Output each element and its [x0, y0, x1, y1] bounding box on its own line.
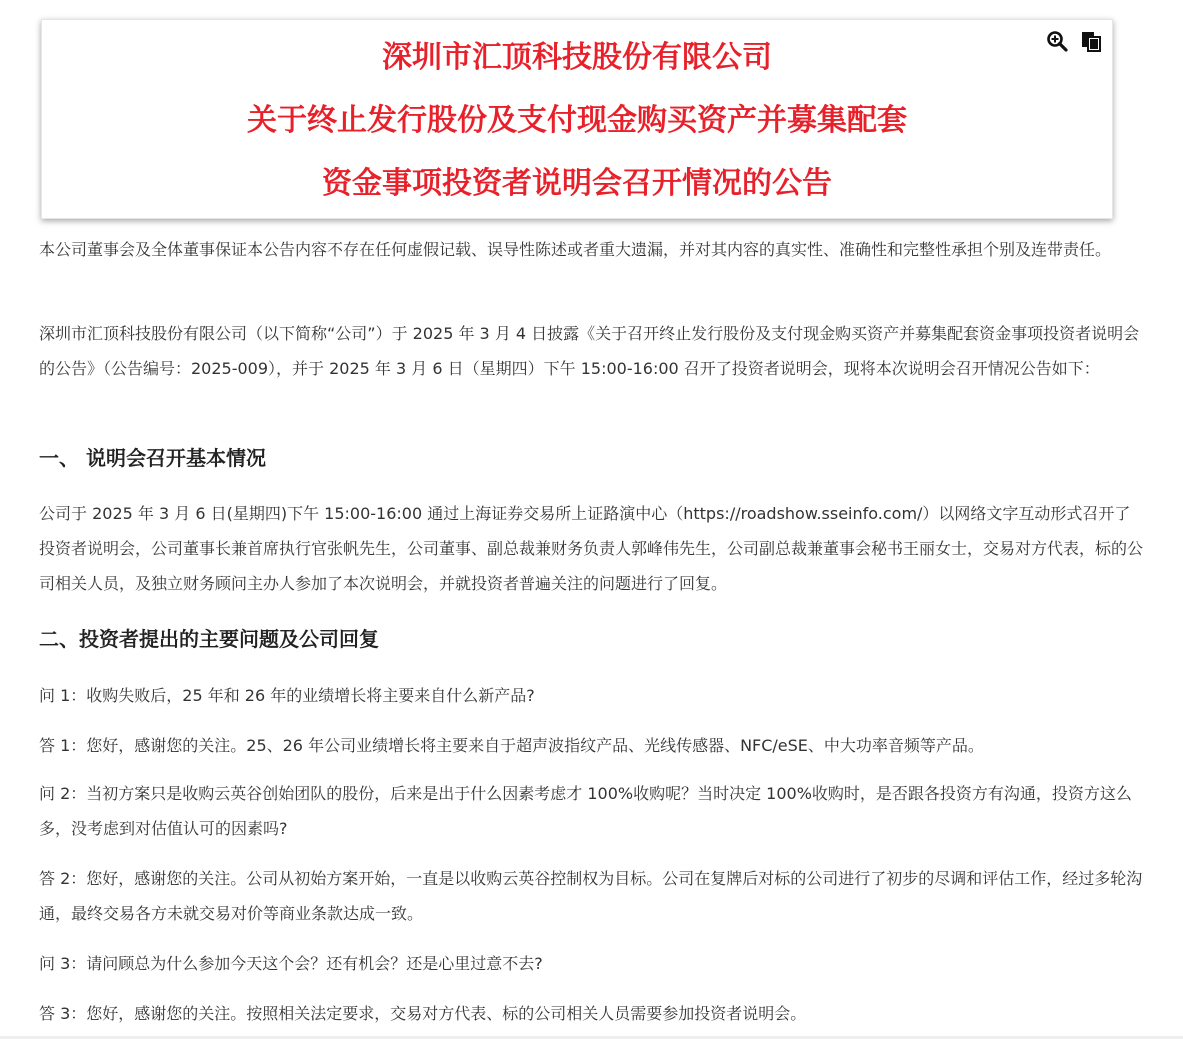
section-basic-info-text: 公司于 2025 年 3 月 6 日(星期四)下午 15:00-16:00 通过上海证券交易所上证路演中心（https://roadshow.sseinfo.com/）以网络文字互动形式召开了投资者说明会，公司董事长兼首席执行官张帆先生，公司董事、副总裁兼财务负责人郭峰伟先生，公司副总裁兼董事会秘书王丽女士，交易对方代表，标的公司相关人员，及独立财务顾问主办人参加了本次说明会，并就投资者普遍关注的问题进行了回复。 [39, 504, 1144, 593]
question-2: 问 2：当初方案只是收购云英谷创始团队的股份，后来是出于什么因素考虑才 100%收购呢？当时决定 100%收购时，是否跟各投资方有沟通，投资方这么多，没考虑到对估值认可的因素吗? [39, 784, 1132, 838]
title-company: 深圳市汇顶科技股份有限公司 [382, 40, 772, 75]
section-heading-qa: 二、投资者提出的主要问题及公司回复 [39, 627, 379, 651]
section-heading-basic-info: 一、 说明会召开基本情况 [39, 446, 266, 470]
title-subject-line1: 关于终止发行股份及支付现金购买资产并募集配套 [247, 103, 907, 138]
board-statement: 本公司董事会及全体董事保证本公告内容不存在任何虚假记载、误导性陈述或者重大遗漏，并对其内容的真实性、准确性和完整性承担个别及连带责任。 [39, 240, 1112, 259]
announcement-header [41, 19, 1113, 219]
answer-3: 答 3：您好，感谢您的关注。按照相关法定要求，交易对方代表、标的公司相关人员需要参加投资者说明会。 [39, 1004, 807, 1023]
answer-2: 答 2：您好，感谢您的关注。公司从初始方案开始，一直是以收购云英谷控制权为目标。公司在复牌后对标的公司进行了初步的尽调和评估工作，经过多轮沟通，最终交易各方未就交易对价等商业条款达成一致。 [39, 869, 1143, 923]
title-subject-line2: 资金事项投资者说明会召开情况的公告 [322, 166, 832, 201]
answer-1: 答 1：您好，感谢您的关注。25、26 年公司业绩增长将主要来自于超声波指纹产品、光线传感器、NFC/eSE、中大功率音频等产品。 [39, 736, 984, 755]
question-1: 问 1：收购失败后，25 年和 26 年的业绩增长将主要来自什么新产品? [39, 686, 535, 705]
question-3: 问 3：请问顾总为什么参加今天这个会？还有机会？还是心里过意不去? [39, 954, 543, 973]
copy-icon[interactable] [1080, 30, 1102, 52]
intro-paragraph: 深圳市汇顶科技股份有限公司（以下简称“公司”）于 2025 年 3 月 4 日披露《关于召开终止发行股份及支付现金购买资产并募集配套资金事项投资者说明会的公告》（公告编号：2025-009），并于 2025 年 3 月 6 日（星期四）下午 15:00-16:00 召开了投资者说明会，现将本次说明会召开情况公告如下： [39, 324, 1140, 378]
header-toolbar [1046, 30, 1102, 52]
zoom-in-icon[interactable] [1046, 30, 1068, 52]
